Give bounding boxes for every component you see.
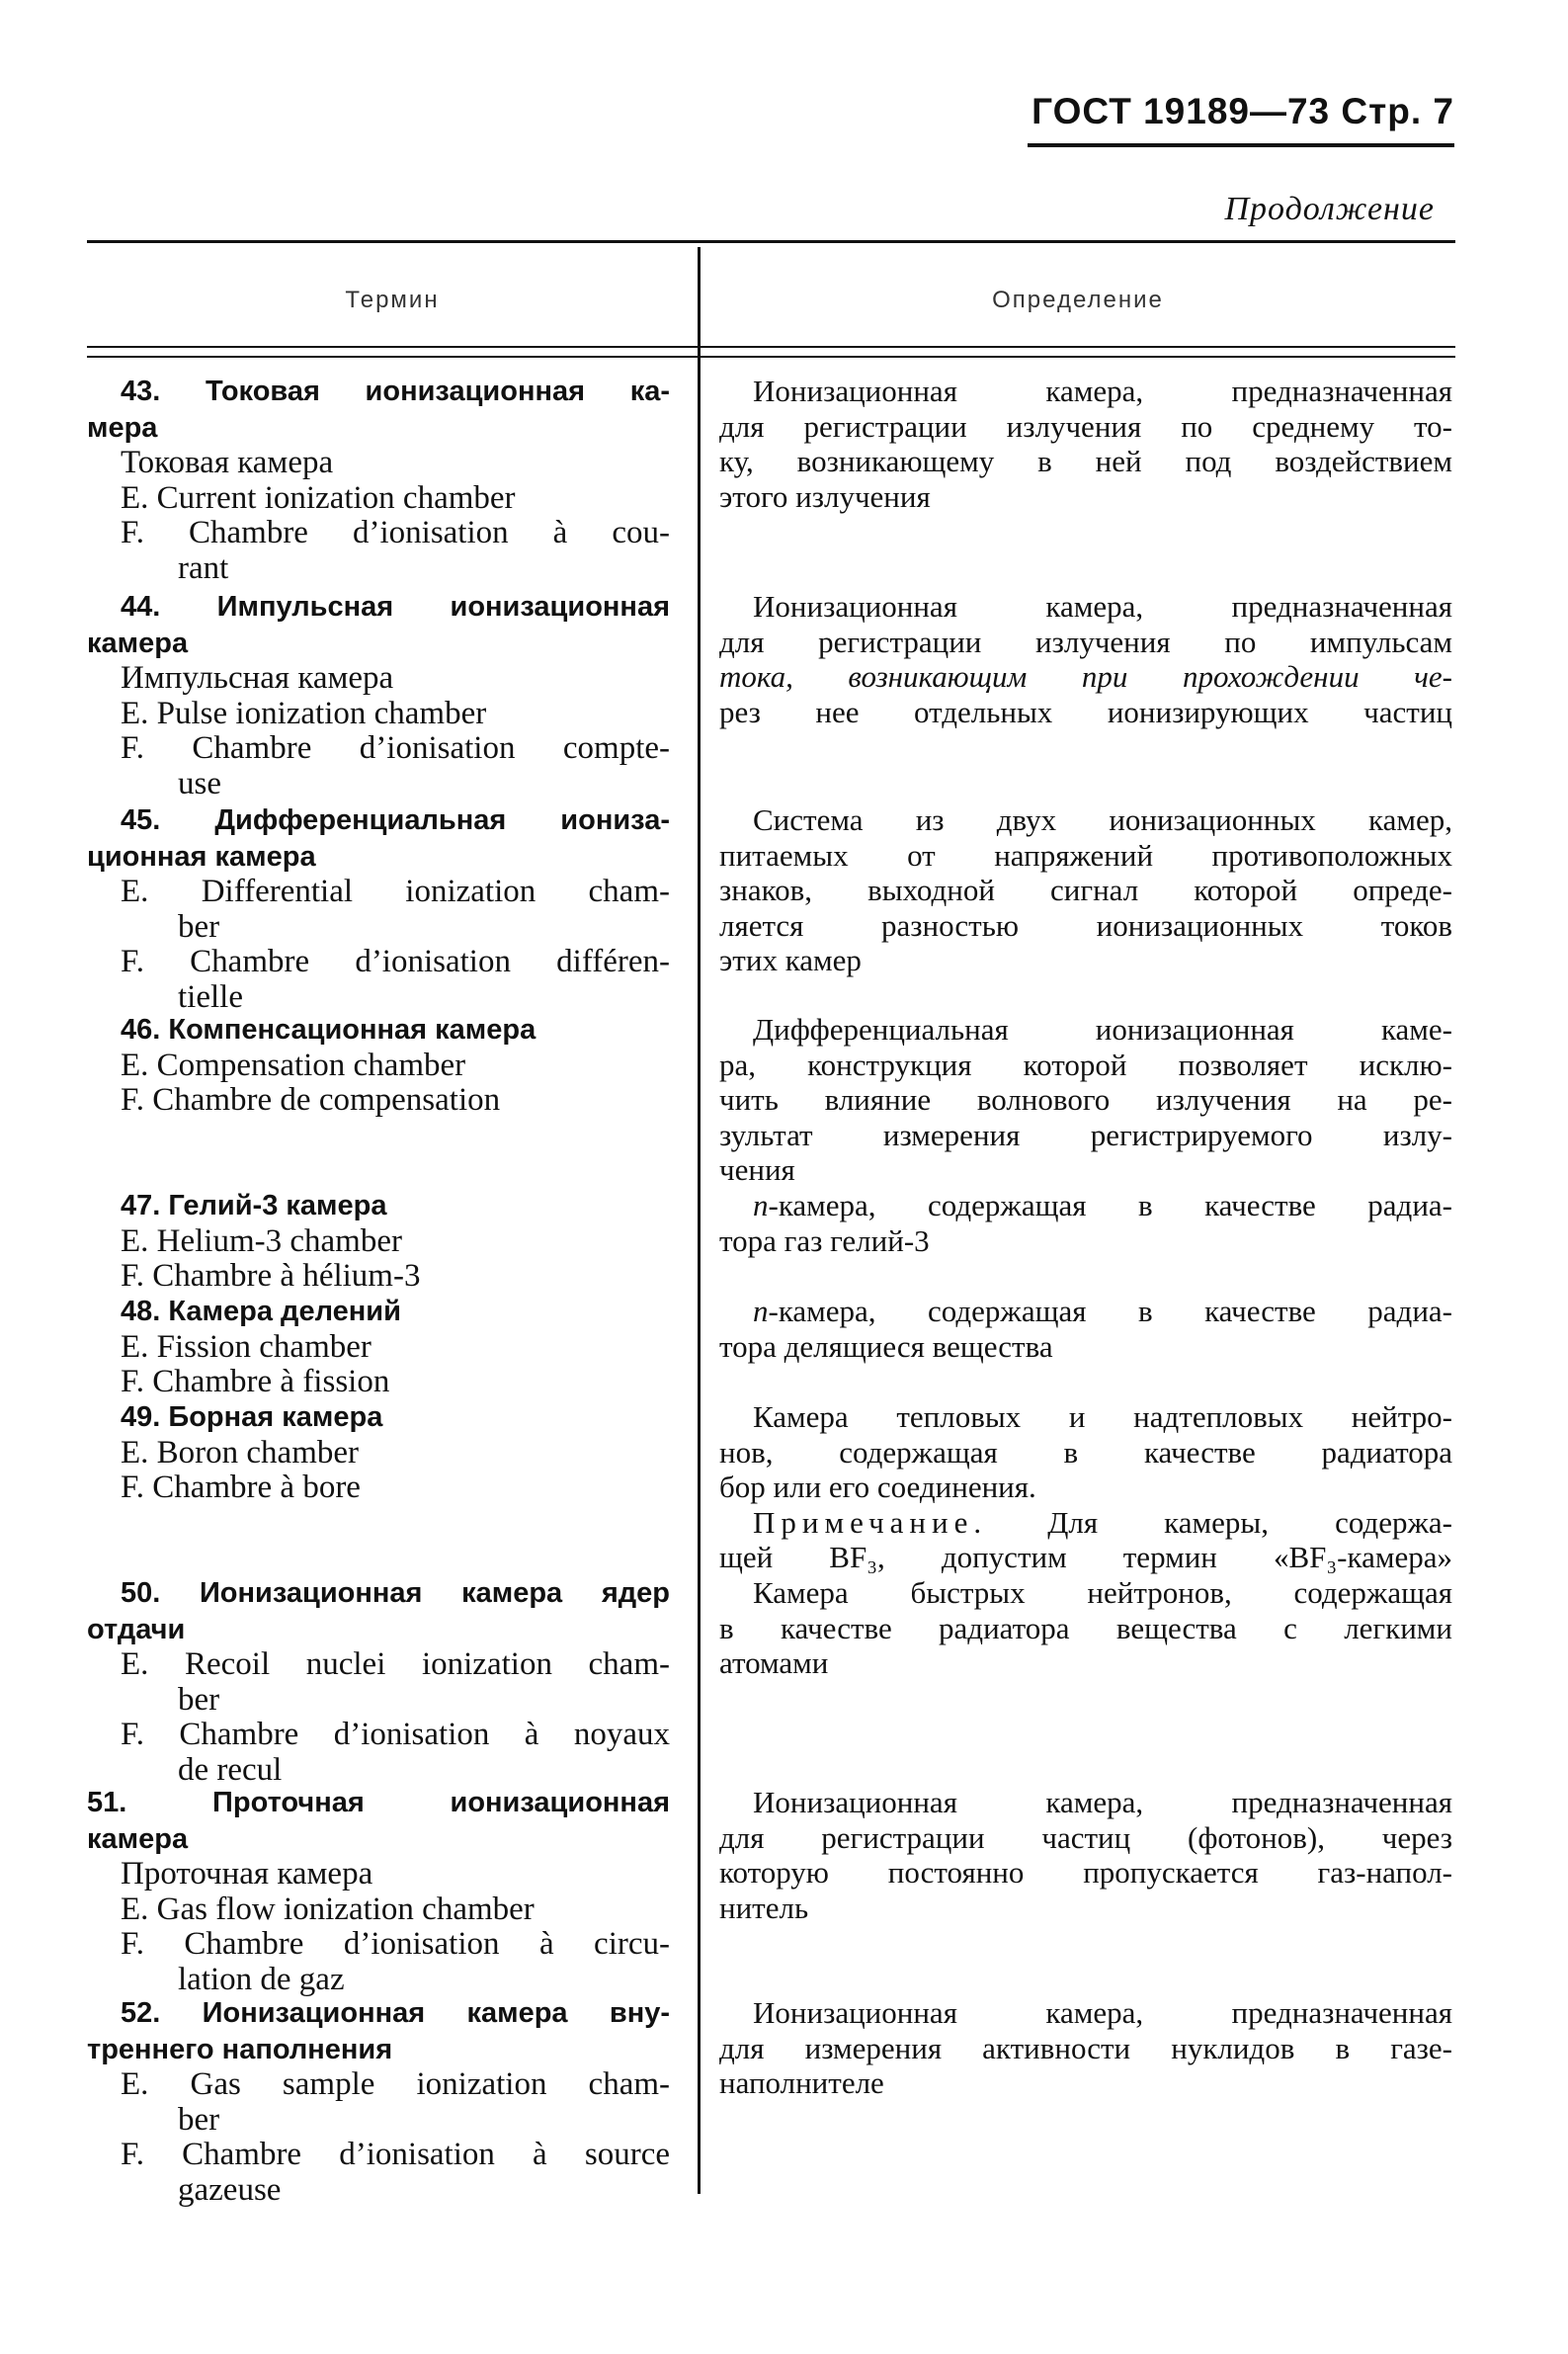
def-line: для регистрации излучения по импульсам (719, 624, 1452, 659)
header-rule-lower (87, 356, 1455, 358)
term-heading-cont: камера (87, 1822, 189, 1855)
def-line: рез нее отдельных ионизирующих частиц (719, 694, 1452, 729)
term-heading-cont: мера (87, 411, 158, 444)
term-47 (87, 1188, 670, 1295)
term-line (87, 589, 670, 626)
term-line (87, 1785, 670, 1821)
def-line: нитель (719, 1890, 809, 1925)
term-english: E. Differential ionization cham- (121, 874, 670, 909)
term-english: E. Compensation chamber (121, 1047, 466, 1083)
term-french: F. Chambre d’ionisation compte- (121, 730, 670, 766)
term-heading-cont: отдачи (87, 1613, 186, 1645)
term-synonym: Проточная камера (121, 1856, 373, 1892)
term-english: E. Pulse ionization chamber (121, 695, 487, 731)
term-french: F. Chambre d’ionisation à circu- (121, 1926, 670, 1962)
term-44 (87, 589, 670, 801)
def-line: этого излучения (719, 478, 931, 514)
term-heading-cont: камера (87, 627, 189, 659)
def-line: Камера быстрых нейтронов, содержащая (753, 1575, 1452, 1610)
term-line (87, 1995, 670, 2032)
column-header-definition: Определение (992, 287, 1164, 313)
definition-43 (719, 374, 1452, 514)
def-line: Система из двух ионизационных камер, (753, 802, 1452, 837)
term-43 (87, 374, 670, 586)
definition-52 (719, 1995, 1452, 2101)
def-line: тора делящиеся вещества (719, 1328, 1053, 1364)
definition-50 (719, 1575, 1452, 1681)
def-line: Камера тепловых и надтепловых нейтро- (753, 1399, 1452, 1434)
term-heading: 44. Импульсная ионизационная (121, 591, 670, 623)
term-english: E. Recoil nuclei ionization cham- (121, 1646, 670, 1682)
term-49 (87, 1399, 670, 1506)
term-line (87, 410, 670, 447)
term-line (87, 1399, 670, 1436)
header-rule (1028, 143, 1454, 147)
header-rule-upper (87, 346, 1455, 348)
definition-51 (719, 1785, 1452, 1925)
term-french-cont: rant (178, 549, 229, 586)
definition-48 (719, 1294, 1452, 1364)
term-french-cont: lation de gaz (178, 1961, 345, 1997)
term-line (87, 2032, 670, 2068)
italic-n: n (753, 1188, 769, 1222)
def-line: для регистрации частиц (фотонов), через (719, 1819, 1452, 1855)
term-line (87, 1612, 670, 1648)
italic-n: n (753, 1294, 769, 1328)
term-line (87, 374, 670, 410)
term-line (87, 1294, 670, 1330)
def-line: для измерения активности нуклидов в газе- (719, 2030, 1452, 2065)
def-line: атомами (719, 1645, 829, 1680)
term-french-cont: use (178, 765, 221, 801)
term-heading: 50. Ионизационная камера ядер (121, 1577, 670, 1609)
definition-45 (719, 802, 1452, 978)
continuation-label: Продолжение (1224, 191, 1435, 227)
def-line: Дифференциальная ионизационная каме- (753, 1012, 1452, 1047)
def-line: для регистрации излучения по среднему то- (719, 408, 1452, 444)
def-line: Ионизационная камера, предназначенная (753, 1995, 1452, 2030)
term-english: E. Gas sample ionization cham- (121, 2066, 670, 2102)
term-french: F. Chambre d’ionisation différen- (121, 944, 670, 979)
term-english-cont: ber (178, 908, 220, 945)
term-line (87, 1821, 670, 1858)
term-heading: 49. Борная камера (121, 1401, 383, 1433)
def-line (719, 659, 1452, 695)
definition-49 (719, 1399, 1452, 1575)
term-50 (87, 1575, 670, 1788)
term-heading: 52. Ионизационная камера вну- (121, 1997, 670, 2029)
def-line: знаков, выходной сигнал которой опреде- (719, 873, 1452, 907)
term-heading: 47. Гелий-3 камера (121, 1190, 387, 1221)
def-line: ляется разностью ионизационных токов (719, 907, 1452, 943)
term-french-cont: gazeuse (178, 2171, 282, 2208)
term-english: E. Current ionization chamber (121, 479, 516, 516)
term-french: F. Chambre à fission (121, 1364, 390, 1399)
term-heading-cont: ционная камера (87, 840, 316, 873)
term-french: F. Chambre d’ionisation à source (121, 2137, 670, 2172)
term-french: F. Chambre à bore (121, 1470, 361, 1505)
term-line (87, 1188, 670, 1224)
def-line: этих камер (719, 943, 862, 977)
def-line: питаемых от напряжений противоположных (719, 837, 1452, 873)
def-line: n-камера, содержащая в качестве радиа- (753, 1294, 1452, 1328)
def-line: Ионизационная камера, предназначенная (753, 1785, 1452, 1819)
def-line: ку, возникающему в ней под воздействием (719, 444, 1452, 478)
term-heading: 43. Токовая ионизационная ка- (121, 376, 670, 407)
def-note: Примечание. Для камеры, содержа- (753, 1504, 1452, 1540)
def-line: в качестве радиатора вещества с легкими (719, 1610, 1452, 1645)
term-52 (87, 1995, 670, 2208)
term-45 (87, 802, 670, 1015)
def-line: чения (719, 1152, 795, 1187)
term-french: F. Chambre d’ionisation à cou- (121, 515, 670, 550)
term-english: E. Gas flow ionization chamber (121, 1891, 535, 1927)
term-46 (87, 1012, 670, 1119)
term-french-cont: de recul (178, 1751, 283, 1788)
page-header: ГОСТ 19189—73 Стр. 7 (1032, 91, 1454, 131)
def-line: бор или его соединения. (719, 1470, 1036, 1504)
column-divider (698, 247, 701, 2194)
def-line: Ионизационная камера, предназначенная (753, 589, 1452, 624)
term-heading-cont: треннего наполнения (87, 2033, 393, 2065)
term-line (87, 1012, 670, 1049)
term-line (87, 839, 670, 876)
term-english-cont: ber (178, 1681, 220, 1718)
def-note: щей BF₃, допустим термин «BF₃-камера» (719, 1540, 1452, 1574)
term-english: E. Helium-3 chamber (121, 1222, 402, 1259)
term-synonym: Импульсная камера (121, 660, 394, 696)
table-top-rule (87, 240, 1455, 243)
def-line: зультат измерения регистрируемого излу- (719, 1117, 1452, 1152)
term-heading: 45. Дифференциальная иониза- (121, 804, 670, 836)
def-line: Ионизационная камера, предназначенная (753, 374, 1452, 408)
term-english-cont: ber (178, 2101, 220, 2138)
definition-46 (719, 1012, 1452, 1188)
term-heading: 46. Компенсационная камера (121, 1014, 536, 1046)
def-line: которую постоянно пропускается газ-напол- (719, 1855, 1452, 1890)
term-french: F. Chambre de compensation (121, 1082, 501, 1118)
term-synonym: Токовая камера (121, 445, 334, 480)
term-51 (87, 1785, 670, 1997)
column-header-term: Термин (345, 287, 440, 313)
def-line: чить влияние волнового излучения на ре- (719, 1082, 1452, 1117)
term-line (87, 1575, 670, 1612)
term-french-cont: tielle (178, 978, 243, 1015)
def-line: тора газ гелий-3 (719, 1222, 930, 1258)
term-french: F. Chambre d’ionisation à noyaux (121, 1717, 670, 1752)
term-line (87, 626, 670, 662)
definition-44 (719, 589, 1452, 729)
term-48 (87, 1294, 670, 1400)
term-heading: 51. Проточная ионизационная (87, 1787, 670, 1818)
def-line: ра, конструкция которой позволяет исклю- (719, 1047, 1452, 1082)
def-line: n-камера, содержащая в качестве радиа- (753, 1188, 1452, 1222)
def-line: наполнителе (719, 2065, 884, 2100)
definition-47 (719, 1188, 1452, 1258)
def-italic-text: тока, возникающим при прохождении че- (719, 659, 1452, 694)
term-english: E. Fission chamber (121, 1328, 371, 1365)
term-english: E. Boron chamber (121, 1434, 360, 1471)
term-french: F. Chambre à hélium-3 (121, 1258, 421, 1294)
note-label: Примечание (753, 1504, 974, 1540)
def-line: нов, содержащая в качестве радиатора (719, 1434, 1452, 1470)
term-line (87, 802, 670, 839)
term-heading: 48. Камера делений (121, 1296, 401, 1327)
